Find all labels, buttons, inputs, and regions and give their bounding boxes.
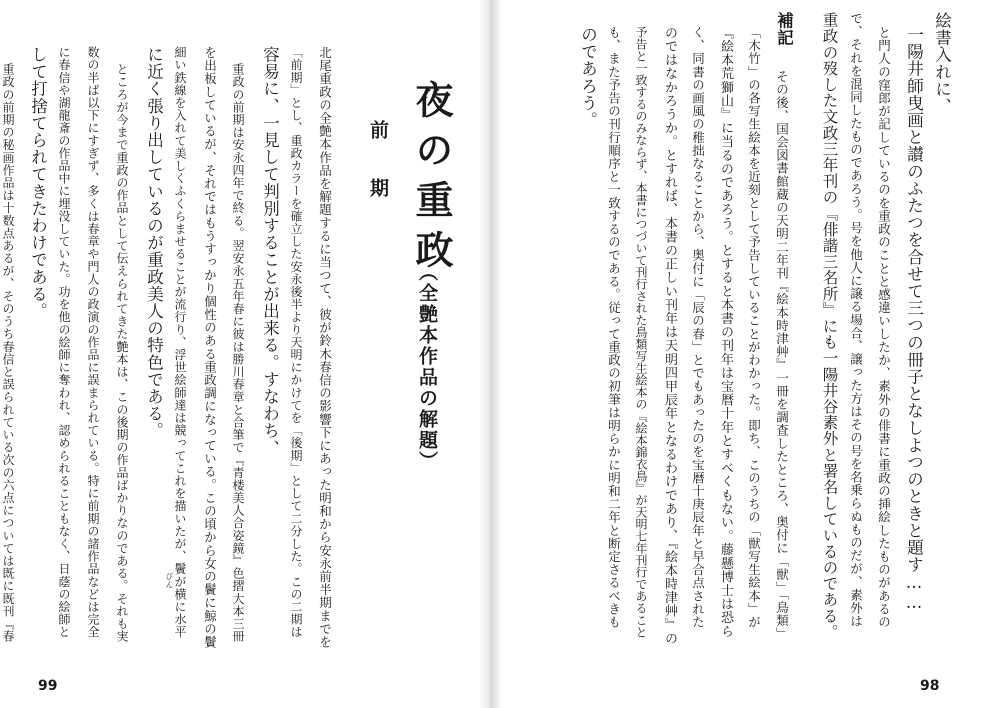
body-line: のであろう。 [578,26,598,129]
body-line: 「木竹」の各写生絵本を近刻として予告していることがわかった。即ち、このうちの「獣写生絵本」が [746,26,762,629]
supplement-label: 補記 [774,12,794,47]
body-line: 『絵本荒獅山』に当るのであろう。とすると本書の刊年は宝暦十年とすべくもない。藤懸博士は恐ら [718,26,733,638]
body-line: 重政の前期は安永四年で終る。翌安永五年春に彼は勝川春章と合筆で『青楼美人合姿鏡』色摺大本三冊 [231,63,245,643]
body-line: 一陽井師曳画と讃のふたつを合せて三つの冊子となしよつのときと題す…… [904,26,924,613]
body-line: 北尾重政の全艶本作品を解題するに当つて、彼が鈴木春信の影響下にあった明和から安永前半期までを [317,46,333,649]
ruby-annotation: びん [165,572,174,590]
body-line: 重政の前期の秘画作品は十数点あるが、そのうち春信と誤られている次の六点については既に既刊『春 [1,63,15,643]
page-title: 夜の重政 [409,80,454,280]
page-number-left: 99 [38,678,58,694]
section-heading: 前 期 [367,120,389,207]
body-line: 絵書入れに、 [932,12,952,115]
body-line: して打捨てられてきたわけである。 [28,46,48,320]
body-line: のではなかろうか。とすれば、本書の正しい刊年は天明四甲辰年となるわけであり、『絵本時津艸』の [662,26,677,646]
body-line: く、同書の画風の稚拙なることから、奥付に「辰の春」とでもあったのを宝暦十庚辰年と早合点された [690,26,706,629]
body-line: 重政の歿した文政三年刊の『俳諧三名所』にも一陽井谷素外と署名しているのである。 [820,12,839,640]
body-line: 数の半ば以下にすぎず、多くは春章や門人の政演の作品に誤まられている。特に前期の諸作品などは完全 [86,46,100,639]
page-number-right: 98 [920,678,940,694]
body-line: に近く張り出しているのが重政美人の特色である。 [144,46,164,440]
body-line: 予告と一致するのみならず、本書につづいて刊行された鳥類写生絵本の『絵本錦衣鳥』が天明七年刊行であること [634,26,648,638]
body-line: と門人の窪郎が記しているのを重政のことと感違いしたか、素外の俳書に重政の挿絵したものがあるの [876,26,892,629]
body-line: 「前期」とし、重政カラーを確立した安永後半より天明にかけてを「後期」として二分した。この二期は [289,46,303,639]
body-line: を出板しているが、それではもうすっかり個性のある重政調になっている。この頃から女の鬢に鯨の鬢 [202,46,218,649]
right-page [490,0,1000,708]
body-line: で、それを混同したものであろう。号を他人に譲る場合、譲った方はその号を名乗らぬものだが、素外は [848,12,864,628]
body-line: ところが今まで重政の作品として伝えられてきた艶本は、この後期の作品ばかりなのである。それも実 [115,63,129,643]
body-line: 容易に、一見して判別することが出来る。すなわち、 [260,46,280,457]
body-line: その後、国会図書館蔵の天明二年刊『絵本時津艸』一冊を調査したところ、奥付に「獣」「鳥類」 [774,70,790,641]
page-subtitle: （全艶本作品の解題） [416,262,438,472]
body-line: に春信や湖龍斎の作品中に埋没していた。功を他の絵師に奪われ、認められることもなく、日蔭の絵師と [57,46,71,639]
body-line: 細い鉄線を入れて美しくふくらませることが流行り、浮世絵師達は競ってこれを描いたが、鬢が横に水平 [173,46,187,639]
left-page [0,0,490,708]
body-line: も、また予告の刊行順序と一致するのである。従って重政の初筆は明らかに明和二年と断定さるべきも [606,26,622,629]
